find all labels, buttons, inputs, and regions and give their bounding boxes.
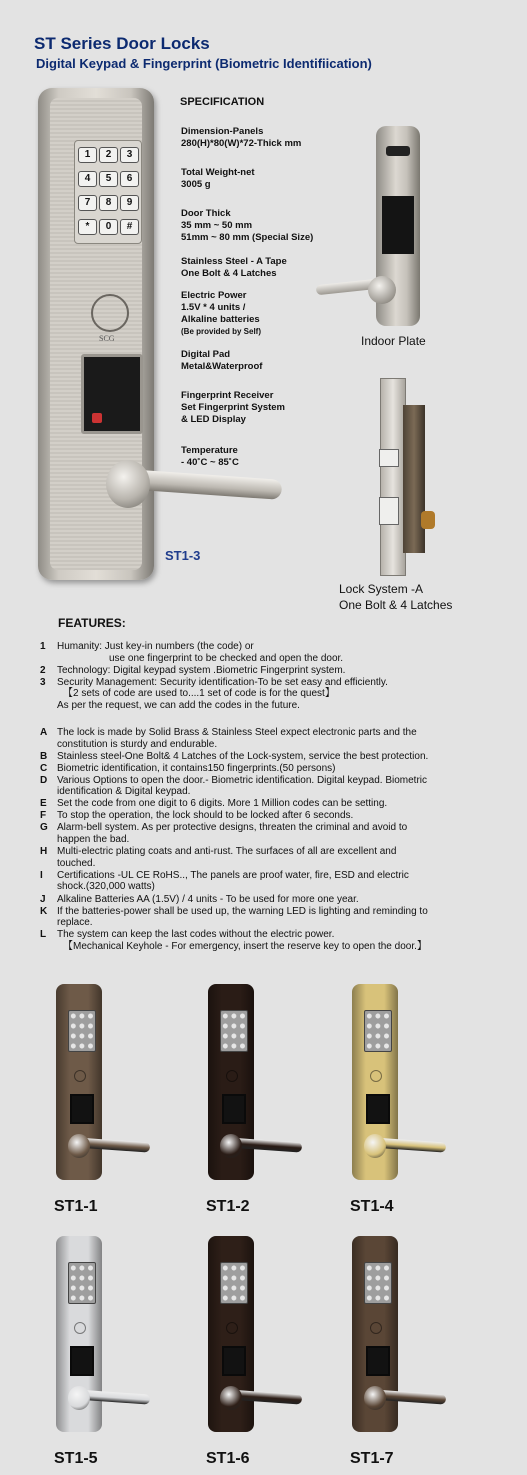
keypad-key[interactable]: # <box>120 219 139 235</box>
feature-marker: I <box>40 869 43 881</box>
spec-power-value1: 1.5V * 4 units / <box>181 302 246 313</box>
feature-marker: D <box>40 774 48 786</box>
indoor-knob <box>368 276 396 304</box>
feature-marker: F <box>40 810 47 822</box>
spec-fp-value1: Set Fingerprint System <box>181 402 285 413</box>
variant-handle-lever <box>236 1138 303 1153</box>
feature-line: Humanity: Just key-in numbers (the code) or <box>57 641 254 652</box>
main-model-label: ST1-3 <box>165 548 201 563</box>
feature-item <box>40 676 507 712</box>
keypad-key[interactable]: 6 <box>120 171 139 187</box>
keypad-key[interactable]: 2 <box>99 147 118 163</box>
variant-handle-lever <box>380 1390 447 1405</box>
spec-dimension <box>181 126 301 150</box>
feature-line: identification & Digital keypad. <box>57 786 191 798</box>
variant-handle-knob <box>364 1386 386 1410</box>
spec-pad-value: Metal&Waterproof <box>181 361 263 372</box>
feature-line: The lock is made by Solid Brass & Stainless Steel expect electronic parts and the <box>57 727 417 738</box>
variant-logo-icon <box>74 1322 86 1334</box>
indoor-slot <box>386 146 410 156</box>
variant-handle-lever <box>236 1390 303 1405</box>
variant-fingerprint-sensor <box>222 1094 246 1124</box>
feature-item <box>40 893 507 906</box>
page-subtitle: Digital Keypad & Fingerprint (Biometric Identifiication) <box>36 56 372 71</box>
feature-marker: 3 <box>40 676 46 688</box>
variant-logo-icon <box>370 1070 382 1082</box>
variant-handle-lever <box>84 1138 151 1153</box>
feature-line: Security Management: Security identification-To be set easy and efficiently. <box>57 676 388 688</box>
spec-fp-value2: & LED Display <box>181 414 246 425</box>
variant-model-label: ST1-4 <box>350 1198 394 1215</box>
keypad-key[interactable]: 3 <box>120 147 139 163</box>
feature-item <box>40 762 507 775</box>
indoor-plate-label: Indoor Plate <box>361 334 426 348</box>
variant-model-label: ST1-6 <box>206 1450 250 1467</box>
variant-fingerprint-sensor <box>222 1346 246 1376</box>
lock-system-sublabel: One Bolt & 4 Latches <box>339 598 453 612</box>
feature-line: Certifications -UL CE RoHS.., The panels are proof water, fire, ESD and electric <box>57 869 409 881</box>
features-heading: FEATURES: <box>58 616 126 630</box>
feature-marker: K <box>40 905 48 917</box>
spec-door <box>181 208 313 244</box>
lock-system-image <box>380 378 406 576</box>
feature-marker: G <box>40 822 48 834</box>
variant-lock-image <box>352 984 398 1180</box>
variant-handle-knob <box>68 1134 90 1158</box>
spec-temp-value: - 40˚C ~ 85˚C <box>181 457 239 468</box>
feature-marker: C <box>40 762 48 774</box>
feature-line: To stop the operation, the lock should to be locked after 6 seconds. <box>57 810 354 822</box>
feature-line: Set the code from one digit to 6 digits. More 1 Million codes can be setting. <box>57 798 388 810</box>
keypad-key[interactable]: 0 <box>99 219 118 235</box>
battery-cover <box>382 196 414 254</box>
bolt <box>379 497 399 525</box>
feature-marker: E <box>40 798 47 810</box>
brand-logo-text: SCG <box>99 334 115 343</box>
spec-steel <box>181 256 287 280</box>
variant-model-label: ST1-1 <box>54 1198 98 1215</box>
feature-item <box>40 905 507 929</box>
keypad-key[interactable]: 5 <box>99 171 118 187</box>
spec-pad-label: Digital Pad <box>181 349 231 360</box>
spec-temp-label: Temperature <box>181 445 238 456</box>
feature-item <box>40 929 507 952</box>
feature-marker: H <box>40 846 48 858</box>
variant-logo-icon <box>226 1070 238 1082</box>
variant-logo-icon <box>226 1322 238 1334</box>
variant-keypad <box>364 1262 392 1304</box>
feature-marker: B <box>40 750 48 762</box>
handle-lever <box>139 470 282 500</box>
spec-fingerprint <box>181 390 285 426</box>
feature-item <box>40 664 507 677</box>
keypad-key[interactable]: * <box>78 219 97 235</box>
variant-model-label: ST1-7 <box>350 1450 394 1467</box>
feature-item <box>40 798 507 810</box>
spec-door-value1: 35 mm ~ 50 mm <box>181 220 253 231</box>
latch <box>379 449 399 467</box>
spec-weight <box>181 167 255 191</box>
lock-system-label: Lock System -A <box>339 582 424 596</box>
spec-power-value3: (Be provided by Self) <box>181 327 262 336</box>
feature-marker: J <box>40 893 46 905</box>
variant-fingerprint-sensor <box>366 1094 390 1124</box>
variant-model-label: ST1-2 <box>206 1198 250 1215</box>
page-title: ST Series Door Locks <box>34 34 210 53</box>
variant-model-label: ST1-5 <box>54 1450 98 1467</box>
spec-door-value2: 51mm ~ 80 mm (Special Size) <box>181 232 314 243</box>
fingerprint-sensor <box>81 354 143 434</box>
feature-line: Stainless steel-One Bolt& 4 Latches of the Lock-system, service the best protection. <box>57 750 429 762</box>
spec-power-value2: Alkaline batteries <box>181 314 260 325</box>
feature-line: Multi-electric plating coats and anti-rust. The surfaces of all are excellent and <box>57 846 397 858</box>
spec-steel-line1: Stainless Steel - A Tape <box>181 256 287 267</box>
variant-handle-knob <box>220 1134 242 1158</box>
feature-line: The system can keep the last codes without the electric power. <box>57 929 335 941</box>
feature-line: Alarm-bell system. As per protective designs, threaten the criminal and avoid to <box>57 822 408 834</box>
feature-line: Various Options to open the door.- Biometric identification. Digital keypad. Biometric <box>57 774 427 786</box>
spec-door-label: Door Thick <box>181 208 231 219</box>
variant-fingerprint-sensor <box>70 1094 94 1124</box>
keypad-key[interactable]: 4 <box>78 171 97 187</box>
feature-line: shock.(320,000 watts) <box>57 881 155 893</box>
feature-item <box>40 822 507 845</box>
feature-marker: L <box>40 929 47 941</box>
keypad-key[interactable]: 8 <box>99 195 118 211</box>
variant-keypad <box>220 1010 248 1052</box>
variant-lock-image <box>352 1236 398 1432</box>
feature-line: If the batteries-power shall be used up, the warning LED is lighting and reminding to <box>57 905 428 917</box>
feature-line: use one fingerprint to be checked and open the door. <box>109 652 344 664</box>
feature-line: happen the bad. <box>57 833 130 845</box>
variant-lock-image <box>56 1236 102 1432</box>
variant-keypad <box>364 1010 392 1052</box>
variant-handle-knob <box>364 1134 386 1158</box>
feature-marker: 1 <box>40 641 46 652</box>
feature-marker: A <box>40 727 48 738</box>
feature-line: touched. <box>57 857 96 869</box>
feature-line: Technology: Digital keypad system .Biometric Fingerprint system. <box>57 664 346 676</box>
spec-power <box>181 290 261 338</box>
feature-marker: 2 <box>40 664 46 676</box>
keypad-key[interactable]: 9 <box>120 195 139 211</box>
variant-handle-lever <box>380 1138 447 1153</box>
feature-line: As per the request, we can add the codes in the future. <box>57 699 300 711</box>
feature-line: Alkaline Batteries AA (1.5V) / 4 units - To be used for more one year. <box>57 893 359 905</box>
brand-logo-icon <box>91 294 129 332</box>
feature-line: constitution is sturdy and endurable. <box>57 738 218 750</box>
variant-handle-lever <box>84 1390 151 1405</box>
feature-item <box>40 810 507 822</box>
keypad <box>74 140 142 244</box>
variant-lock-image <box>208 1236 254 1432</box>
keypad-key[interactable]: 7 <box>78 195 97 211</box>
cylinder <box>421 511 435 529</box>
feature-line: Biometric identification, it contains150 fingerprints.(50 persons) <box>57 762 336 774</box>
led-indicator-icon <box>92 413 102 423</box>
variant-fingerprint-sensor <box>70 1346 94 1376</box>
spec-pad <box>181 349 262 373</box>
spec-steel-line2: One Bolt & 4 Latches <box>181 268 277 279</box>
variant-fingerprint-sensor <box>366 1346 390 1376</box>
variant-lock-image <box>56 984 102 1180</box>
feature-item <box>40 750 507 763</box>
main-lock-image <box>38 88 154 580</box>
spec-fp-label: Fingerprint Receiver <box>181 390 274 401</box>
spec-weight-value: 3005 g <box>181 179 211 190</box>
variant-handle-knob <box>68 1386 90 1410</box>
variant-logo-icon <box>74 1070 86 1082</box>
feature-line: replace. <box>57 917 93 928</box>
variant-handle-knob <box>220 1386 242 1410</box>
feature-item <box>40 727 507 750</box>
spec-heading: SPECIFICATION <box>180 96 265 108</box>
spec-weight-label: Total Weight-net <box>181 167 255 178</box>
spec-power-label: Electric Power <box>181 290 247 301</box>
spec-dimension-value: 280(H)*80(W)*72-Thick mm <box>181 138 302 149</box>
feature-item <box>40 774 507 798</box>
feature-item <box>40 869 507 893</box>
variant-keypad <box>68 1010 96 1052</box>
handle-knob <box>106 460 150 508</box>
lock-body <box>403 405 425 553</box>
feature-item <box>40 846 507 869</box>
variant-lock-image <box>208 984 254 1180</box>
keypad-key[interactable]: 1 <box>78 147 97 163</box>
spec-dimension-label: Dimension-Panels <box>181 126 264 137</box>
variant-logo-icon <box>370 1322 382 1334</box>
feature-line: 【2 sets of code are used to....1 set of code is for the quest】 <box>63 688 335 700</box>
feature-line: 【Mechanical Keyhole - For emergency, insert the reserve key to open the door.】 <box>63 940 427 952</box>
variant-keypad <box>220 1262 248 1304</box>
feature-item <box>40 641 507 664</box>
variant-keypad <box>68 1262 96 1304</box>
spec-temperature <box>181 445 239 469</box>
